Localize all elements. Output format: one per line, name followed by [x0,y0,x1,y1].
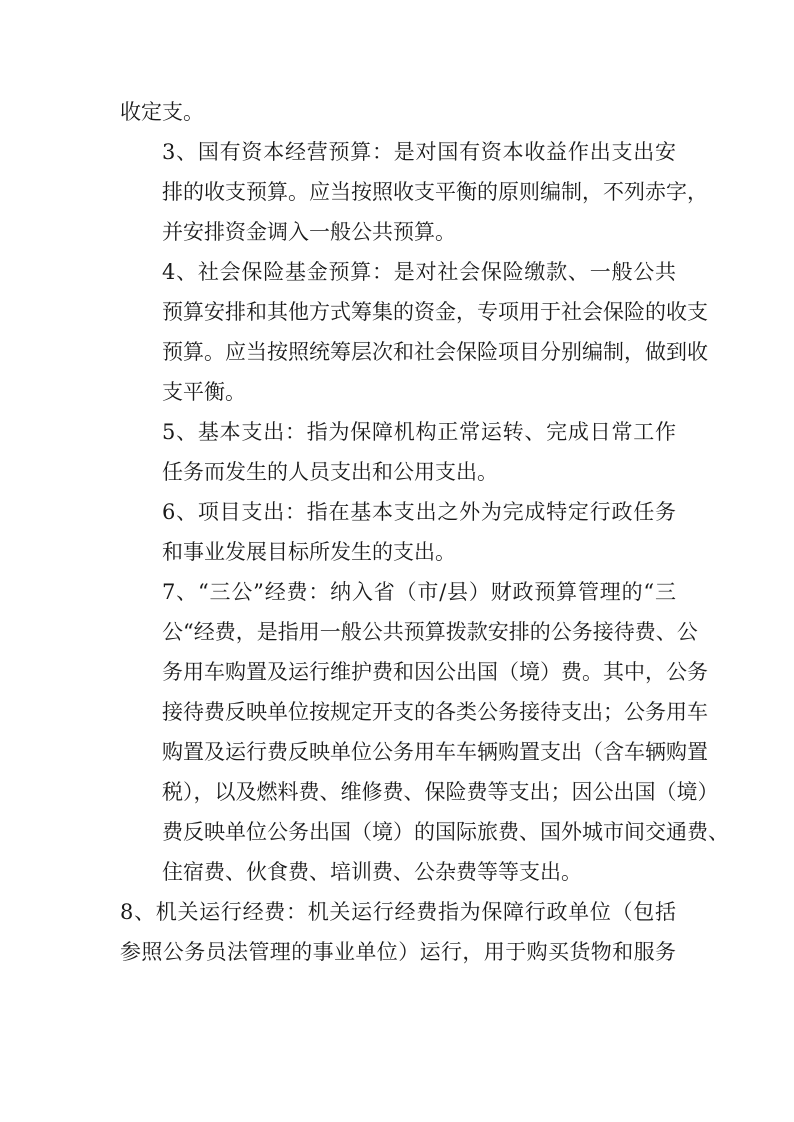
text-line: 和事业发展目标所发生的支出。 [162,540,456,564]
paragraph-social-insurance-budget [120,252,708,412]
text-line: 6、项目支出：指在基本支出之外为完成特定行政任务 [162,500,676,524]
text-line: 费反映单位公务出国（境）的国际旅费、国外城市间交通费、 [162,820,729,844]
text-line: 3、国有资本经营预算：是对国有资本收益作出支出安 [162,140,676,164]
text-line: 税），以及燃料费、维修费、保险费等支出；因公出国（境） [162,780,719,804]
text-line: 住宿费、伙食费、培训费、公杂费等等支出。 [162,860,582,884]
text-line: 4、社会保险基金预算：是对社会保险缴款、一般公共 [162,260,676,284]
paragraph-state-capital-budget [120,132,708,252]
text-line: 接待费反映单位按规定开支的各类公务接待支出；公务用车 [162,700,708,724]
text-line: 购置及运行费反映单位公务用车车辆购置支出（含车辆购置 [162,740,708,764]
text-line: 务用车购置及运行维护费和因公出国（境）费。其中，公务 [162,660,708,684]
text-line: 8、机关运行经费：机关运行经费指为保障行政单位（包括 [120,900,676,924]
paragraph-continuation [120,92,676,132]
paragraph-basic-expenditure [120,412,676,492]
paragraph-three-public-expenses [120,572,729,892]
text-line: 排的收支预算。应当按照收支平衡的原则编制，不列赤字， [162,180,708,204]
text-line: 5、基本支出：指为保障机构正常运转、完成日常工作 [162,420,676,444]
text-line: 参照公务员法管理的事业单位）运行，用于购买货物和服务 [120,940,676,964]
text-line: 预算安排和其他方式筹集的资金，专项用于社会保险的收支 [162,300,708,324]
text-line: 7、“三公”经费：纳入省（市/县）财政预算管理的“三 [162,580,676,604]
text-line: 任务而发生的人员支出和公用支出。 [162,460,498,484]
text-line: 公“经费，是指用一般公共预算拨款安排的公务接待费、公 [162,620,698,644]
text-line: 并安排资金调入一般公共预算。 [162,220,456,244]
document-body [120,92,729,972]
text-line: 预算。应当按照统筹层次和社会保险项目分别编制，做到收 [162,340,708,364]
paragraph-agency-operating-expenses [120,892,676,972]
paragraph-project-expenditure [120,492,676,572]
text-line: 支平衡。 [162,380,246,404]
text-line: 收定支。 [120,100,204,124]
